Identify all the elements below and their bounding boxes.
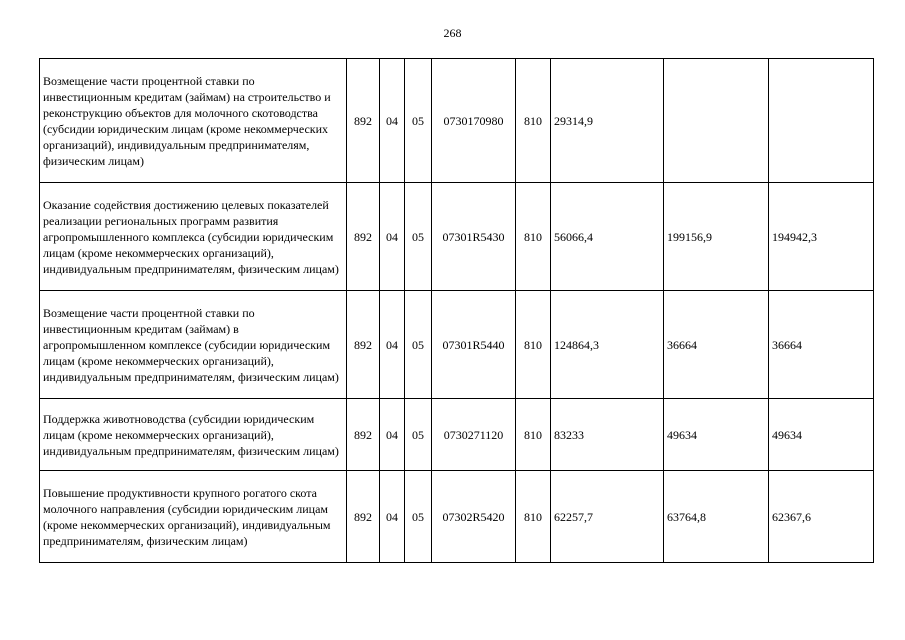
cell-pr: 05	[405, 399, 432, 471]
cell-rz: 04	[380, 399, 405, 471]
page-number: 268	[443, 26, 462, 40]
cell-pr: 05	[405, 183, 432, 291]
cell-pr: 05	[405, 59, 432, 183]
cell-rz: 04	[380, 291, 405, 399]
cell-name: Возмещение части процентной ставки по инвестиционным кредитам (займам) в агропромышленном комплексе (субсидии юридическим лицам (кроме некоммерческих организаций), индивидуальным предпринимателям, физическим лицам)	[40, 291, 347, 399]
cell-sum1: 83233	[551, 399, 664, 471]
cell-csr: 07301R5440	[432, 291, 516, 399]
cell-sum1: 124864,3	[551, 291, 664, 399]
budget-table	[39, 58, 874, 563]
cell-rz: 04	[380, 471, 405, 563]
cell-sum2: 49634	[664, 399, 769, 471]
cell-sum2	[664, 59, 769, 183]
cell-name: Возмещение части процентной ставки по инвестиционным кредитам (займам) на строительство и реконструкцию объектов для молочного скотоводства (субсидии юридическим лицам (кроме некоммерческих организаций), индивидуальным предпринимателям, физическим лицам)	[40, 59, 347, 183]
cell-rz: 04	[380, 183, 405, 291]
cell-sum3: 36664	[769, 291, 874, 399]
cell-csr: 07301R5430	[432, 183, 516, 291]
cell-sum3: 194942,3	[769, 183, 874, 291]
cell-vr: 810	[516, 399, 551, 471]
cell-pr: 05	[405, 471, 432, 563]
cell-vr: 810	[516, 471, 551, 563]
cell-csr: 0730271120	[432, 399, 516, 471]
cell-sum3	[769, 59, 874, 183]
cell-vr: 810	[516, 59, 551, 183]
cell-sum2: 199156,9	[664, 183, 769, 291]
cell-vr: 810	[516, 183, 551, 291]
cell-name: Оказание содействия достижению целевых показателей реализации региональных программ развития агропромышленного комплекса (субсидии юридическим лицам (кроме некоммерческих организаций), индивидуальным предпринимателям, физическим лицам)	[40, 183, 347, 291]
cell-grbs: 892	[347, 291, 380, 399]
cell-sum1: 29314,9	[551, 59, 664, 183]
cell-pr: 05	[405, 291, 432, 399]
cell-grbs: 892	[347, 399, 380, 471]
cell-sum2: 36664	[664, 291, 769, 399]
cell-name: Повышение продуктивности крупного рогатого скота молочного направления (субсидии юридическим лицам (кроме некоммерческих организаций), индивидуальным предпринимателям, физическим лицам)	[40, 471, 347, 563]
cell-sum2: 63764,8	[664, 471, 769, 563]
cell-name: Поддержка животноводства (субсидии юридическим лицам (кроме некоммерческих организаций), индивидуальным предпринимателям, физическим лицам)	[40, 399, 347, 471]
table-row	[40, 183, 874, 291]
cell-sum3: 49634	[769, 399, 874, 471]
table-row	[40, 291, 874, 399]
cell-grbs: 892	[347, 471, 380, 563]
table-row	[40, 59, 874, 183]
cell-grbs: 892	[347, 59, 380, 183]
cell-sum1: 62257,7	[551, 471, 664, 563]
cell-sum3: 62367,6	[769, 471, 874, 563]
cell-csr: 0730170980	[432, 59, 516, 183]
table-row	[40, 399, 874, 471]
table-row	[40, 471, 874, 563]
cell-grbs: 892	[347, 183, 380, 291]
cell-sum1: 56066,4	[551, 183, 664, 291]
cell-rz: 04	[380, 59, 405, 183]
cell-vr: 810	[516, 291, 551, 399]
cell-csr: 07302R5420	[432, 471, 516, 563]
